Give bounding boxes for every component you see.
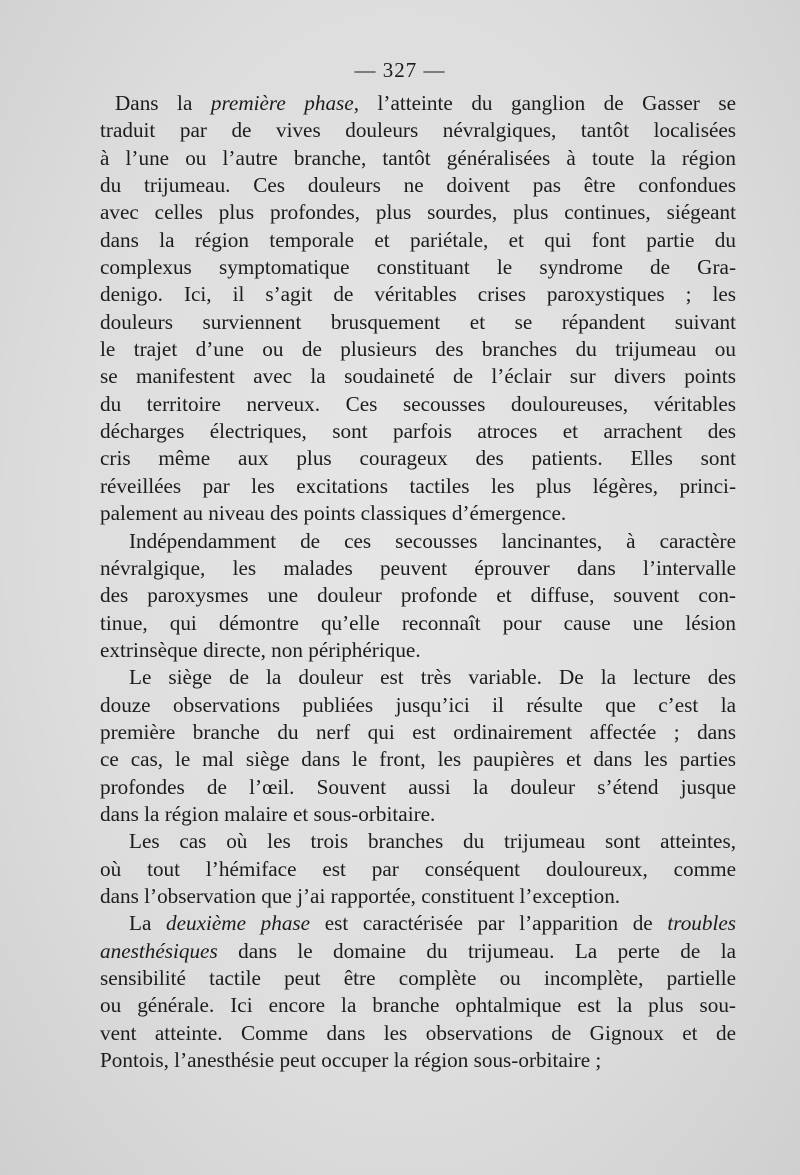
text-line: extrinsèque directe, non périphérique. (100, 637, 421, 662)
text-line: dans l’observation que j’ai rapportée, constituent l’exception. (100, 883, 621, 908)
emphasis: première phase (210, 91, 354, 115)
text-line: le trajet d’une ou de plusieurs des branches du trijumeau ou (100, 337, 736, 362)
text-line: Dans la première phase, l’atteinte du ganglion de Gasser se (115, 91, 736, 115)
text-line: denigo. Ici, il s’agit de véritables crises paroxystiques ; les (100, 282, 736, 307)
paragraph (100, 828, 736, 910)
text-line: palement au niveau des points classiques d’émergence. (100, 501, 567, 526)
text-line: dans la région malaire et sous-orbitaire. (100, 801, 436, 826)
text-line: se manifestent avec la soudaineté de l’éclair sur divers points (100, 364, 736, 389)
text-line: où tout l’hémiface est par conséquent douloureux, comme (100, 856, 736, 881)
emphasis: deuxième phase (166, 911, 311, 936)
body-text (100, 90, 736, 1074)
text-line: du trijumeau. Ces douleurs ne doivent pas être confondues (100, 173, 736, 198)
text-line: douleurs surviennent brusquement et se répandent suivant (100, 309, 736, 334)
text-line: Les cas où les trois branches du trijumeau sont atteintes, (129, 829, 736, 854)
text-line: dans la région temporale et pariétale, et qui font partie du (100, 227, 736, 252)
paragraph (100, 910, 736, 1074)
text-line: première branche du nerf qui est ordinairement affectée ; dans (100, 719, 736, 744)
page-number: — 327 — (354, 58, 446, 82)
text-line: avec celles plus profondes, plus sourdes, plus continues, siégeant (100, 200, 736, 225)
text-line: décharges électriques, sont parfois atroces et arrachent des (100, 419, 736, 444)
text-line: tinue, qui démontre qu’elle reconnaît pour cause une lésion (100, 610, 736, 635)
emphasis: anesthésiques (100, 938, 218, 963)
paragraph (100, 528, 736, 665)
text-line: ce cas, le mal siège dans le front, les paupières et dans les parties (100, 747, 736, 772)
text-line: Pontois, l’anesthésie peut occuper la région sous-orbitaire ; (100, 1048, 602, 1073)
text-line: Indépendamment de ces secousses lancinantes, à caractère (129, 528, 736, 553)
text-line: Le siège de la douleur est très variable. De la lecture des (129, 665, 736, 690)
paragraph (100, 90, 736, 528)
text-line: profondes de l’œil. Souvent aussi la douleur s’étend jusque (100, 774, 736, 799)
text-line: névralgique, les malades peuvent éprouver dans l’intervalle (100, 555, 736, 580)
text-line: à l’une ou l’autre branche, tantôt généralisées à toute la région (100, 145, 736, 170)
text-line: traduit par de vives douleurs névralgiques, tantôt localisées (100, 118, 736, 143)
text-line: vent atteinte. Comme dans les observations de Gignoux et de (100, 1020, 736, 1045)
text-line: du territoire nerveux. Ces secousses douloureuses, véritables (100, 391, 736, 416)
text-line: La deuxième phase est caractérisée par l’apparition de troubles (129, 911, 737, 936)
text-line: ou générale. Ici encore la branche ophtalmique est la plus sou- (100, 993, 736, 1018)
text-line: cris même aux plus courageux des patients. Elles sont (100, 446, 736, 471)
text-line: anesthésiques dans le domaine du trijumeau. La perte de la (100, 938, 736, 963)
text-line: réveillées par les excitations tactiles les plus légères, princi- (100, 473, 736, 498)
text-line: douze observations publiées jusqu’ici il résulte que c’est la (100, 692, 736, 717)
text-line: complexus symptomatique constituant le syndrome de Gra- (100, 255, 736, 280)
paragraph (100, 664, 736, 828)
emphasis: troubles (667, 911, 737, 936)
text-line: des paroxysmes une douleur profonde et diffuse, souvent con- (100, 583, 736, 608)
text-line: sensibilité tactile peut être complète ou incomplète, partielle (100, 966, 736, 990)
